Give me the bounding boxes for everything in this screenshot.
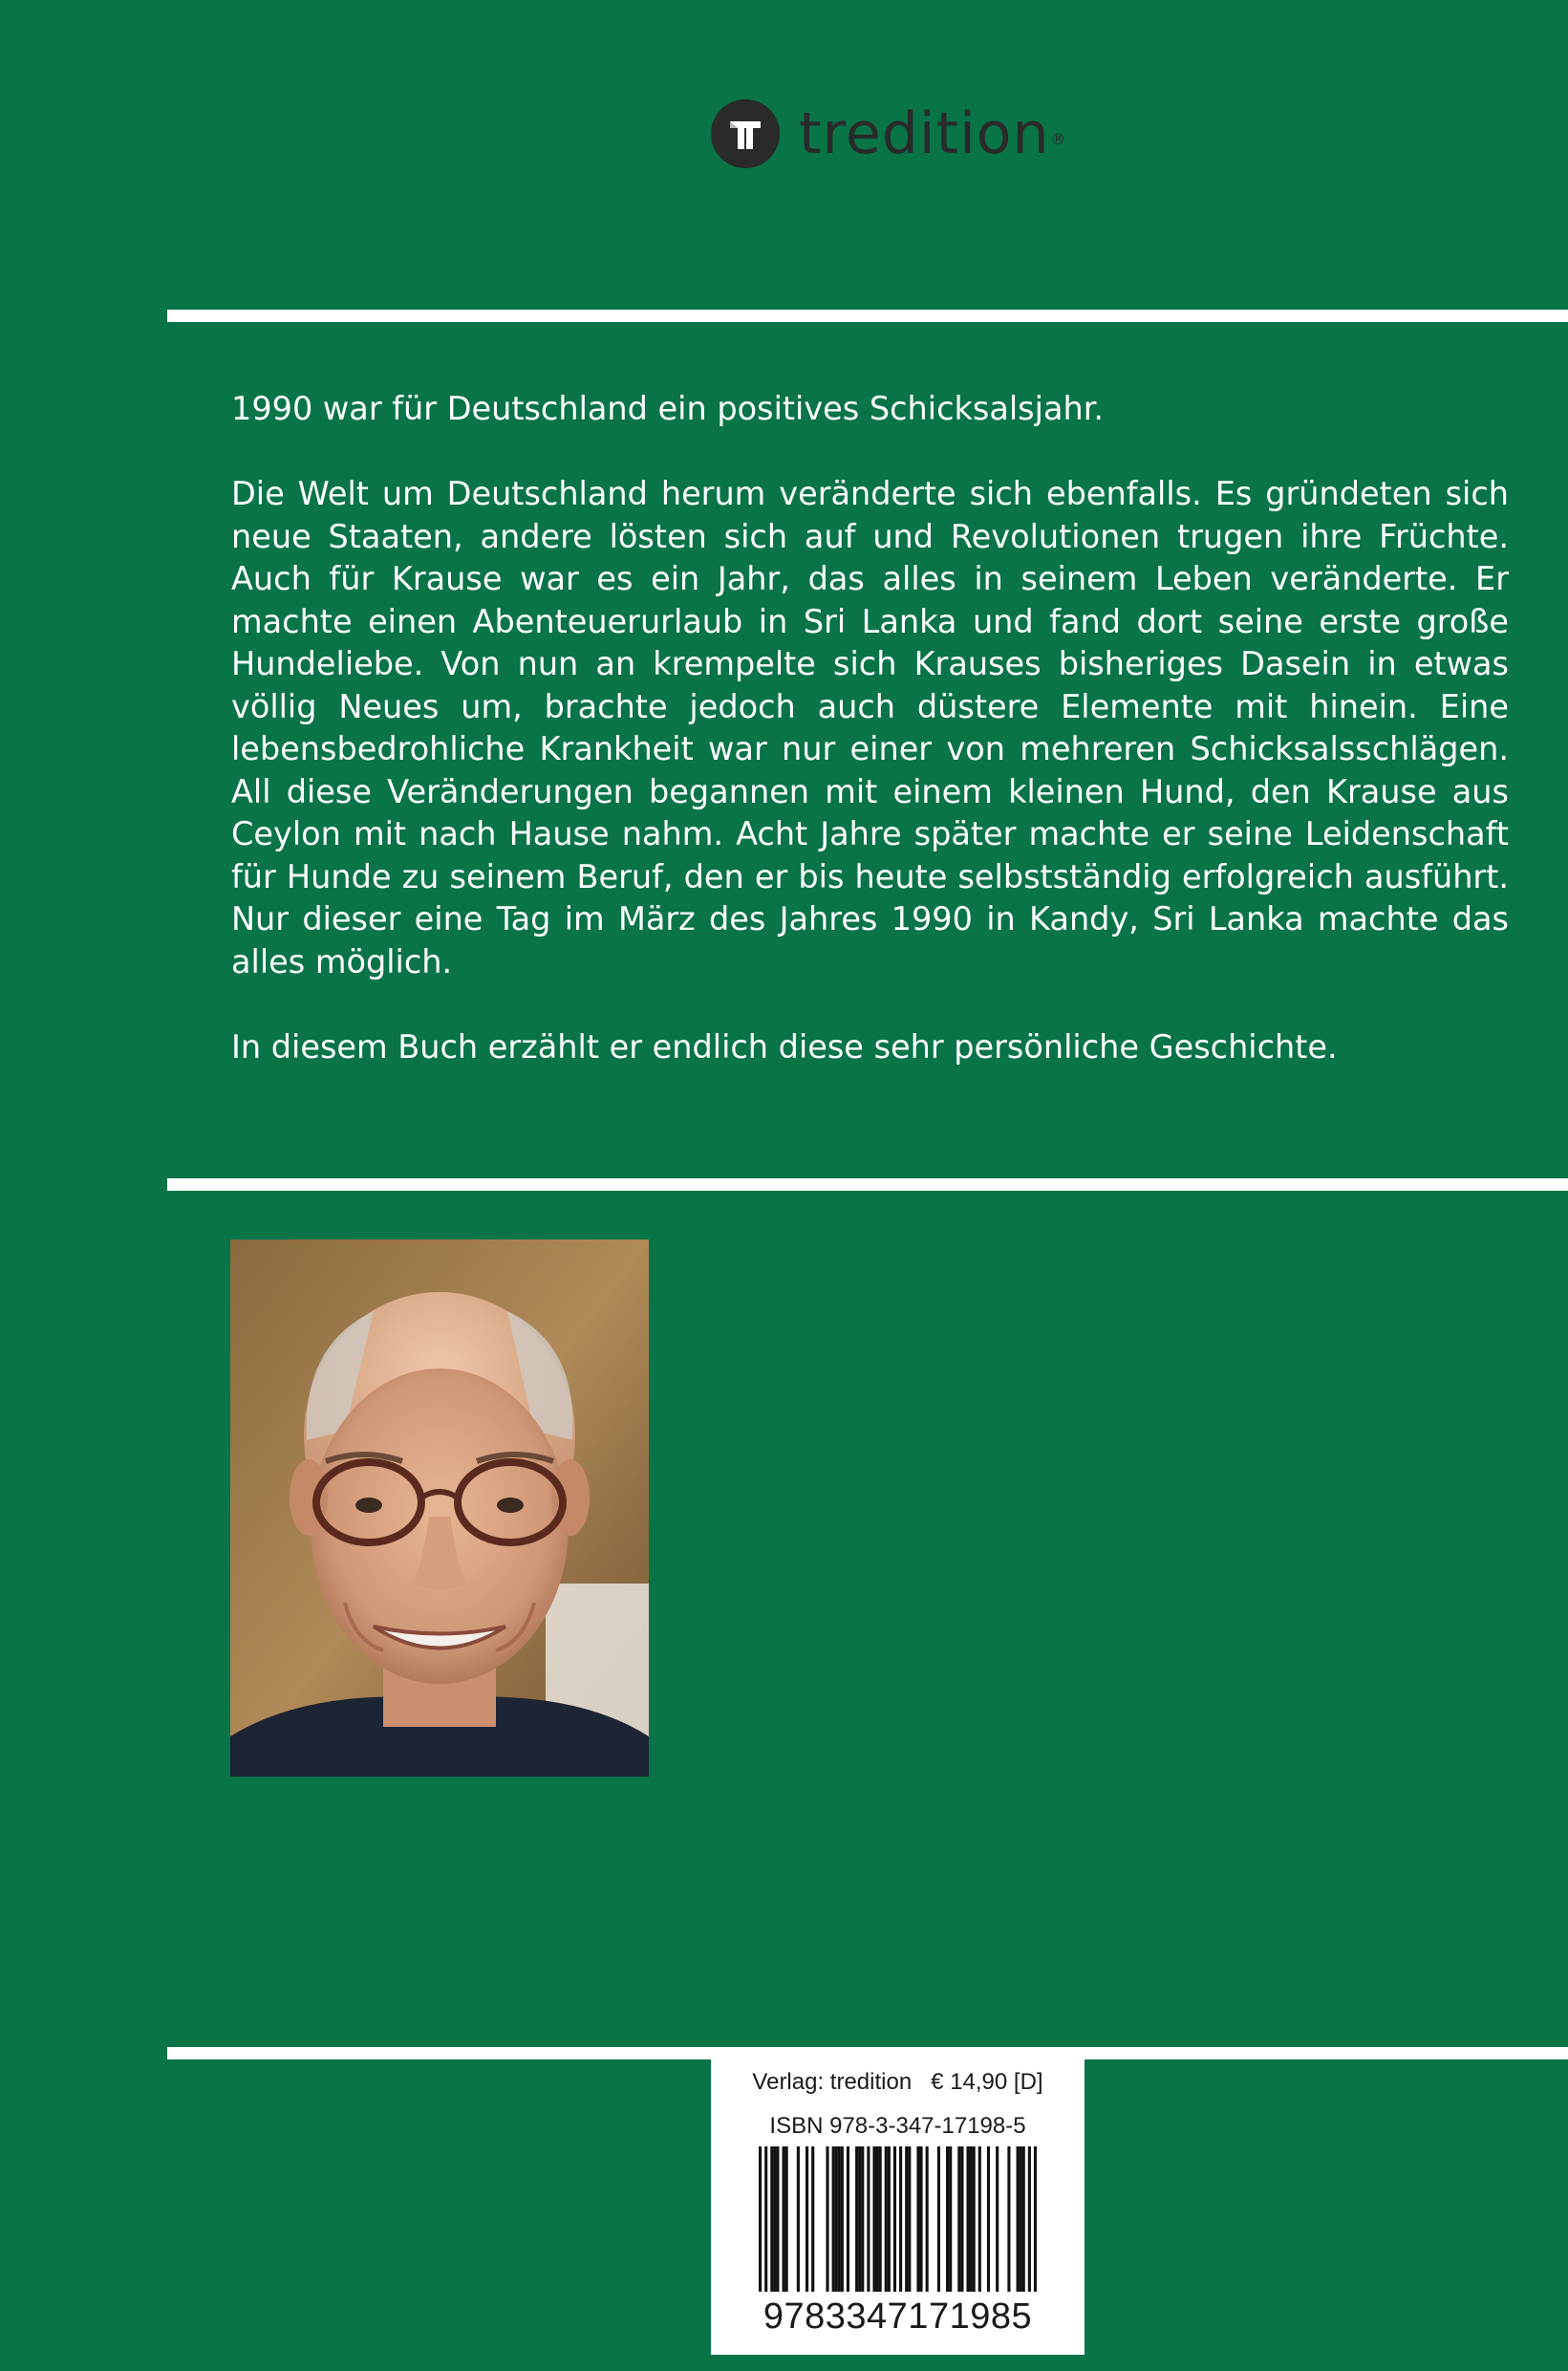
barcode-panel — [711, 2058, 1085, 2355]
barcode-bar — [996, 2146, 999, 2292]
barcode-bar — [879, 2146, 882, 2292]
barcode-bar — [811, 2146, 814, 2292]
barcode-bar — [876, 2146, 879, 2292]
barcode-bar — [926, 2146, 929, 2292]
barcode-bar — [905, 2146, 908, 2292]
divider-top — [167, 310, 1568, 322]
barcode-bar — [847, 2146, 849, 2292]
barcode-bar — [770, 2146, 773, 2292]
barcode-bar — [899, 2146, 902, 2292]
barcode-bar — [970, 2146, 973, 2292]
barcode-bar — [966, 2146, 969, 2292]
tredition-logo-icon — [711, 99, 780, 168]
barcode-bar — [1034, 2146, 1037, 2292]
barcode-bar — [1017, 2146, 1020, 2292]
barcode-bar — [987, 2146, 990, 2292]
barcode-bar — [835, 2146, 838, 2292]
barcode-bar — [946, 2146, 949, 2292]
isbn-label: ISBN 978-3-347-17198-5 — [769, 2113, 1026, 2139]
barcode-bar — [957, 2146, 960, 2292]
barcode-bar — [776, 2146, 779, 2292]
barcode-bar — [973, 2146, 976, 2292]
publisher-wordmark: tredition ® — [799, 100, 1067, 167]
barcode-bar — [937, 2146, 940, 2292]
barcode-bar — [908, 2146, 911, 2292]
barcode-bar — [919, 2146, 922, 2292]
divider-middle — [167, 1178, 1568, 1191]
blurb-paragraph: 1990 war für Deutschland ein positives Schicksalsjahr. — [231, 390, 1105, 427]
barcode-bar — [1022, 2146, 1025, 2292]
barcode-bar — [855, 2146, 858, 2292]
barcode-bar — [867, 2146, 870, 2292]
barcode-bar — [797, 2146, 800, 2292]
barcode-bar — [872, 2146, 875, 2292]
barcode-bar — [888, 2146, 891, 2292]
blurb-paragraph: In diesem Buch erzählt er endlich diese sehr persönliche Geschichte. — [231, 1027, 1338, 1066]
barcode-bar — [861, 2146, 864, 2292]
barcode-bar — [785, 2146, 788, 2292]
barcode-bar — [885, 2146, 888, 2292]
barcode-bar — [783, 2146, 785, 2292]
barcode-bar — [978, 2146, 981, 2292]
barcode-digits: 9783347171985 — [763, 2296, 1033, 2337]
barcode-bar — [805, 2146, 808, 2292]
back-cover-blurb — [231, 388, 1509, 1068]
barcode-bar — [764, 2146, 767, 2292]
barcode-bar — [773, 2146, 776, 2292]
publisher-price: Verlag: tredition € 14,90 [D] — [752, 2069, 1043, 2095]
barcode-bar — [893, 2146, 896, 2292]
blurb-paragraph: Die Welt um Deutschland herum veränderte sich ebenfalls. Es gründeten sich neue Staaten, andere lösten sich auf und Revolutionen trugen ihre Früchte. Auch für Krause war es ein Jahr, das alles in seinem Leben veränderte. Er machte einen Abenteuerurlaub in Sri Lanka und fand dort seine erste große Hundeliebe. Von nun an krempelte sich Krauses bisheriges Dasein in etwas völlig Neues um, brachte jedoch auch düstere Elemente mit hinein. Eine lebensbedrohliche Krankheit war nur einer von mehreren Schicksalsschlägen. All diese Veränderungen begannen mit einem kleinen Hund, den Krause aus Ceylon mit nach Hause nahm. Acht Jahre später machte er seine Leidenschaft für Hunde zu seinem Beruf, den er bis heute selbstständig erfolgreich ausführt. Nur dieser eine Tag im März des Jahres 1990 in Kandy, Sri Lanka machte das alles möglich. — [231, 475, 1509, 981]
barcode-bar — [858, 2146, 861, 2292]
barcode-bar — [759, 2146, 762, 2292]
barcode-bar — [826, 2146, 828, 2292]
barcode-bar — [960, 2146, 963, 2292]
barcode-bar — [841, 2146, 844, 2292]
barcode-bar — [949, 2146, 952, 2292]
publisher-logo — [711, 99, 1067, 168]
barcode-bar — [1020, 2146, 1022, 2292]
barcode-bar — [916, 2146, 919, 2292]
barcode-bar — [1007, 2146, 1010, 2292]
barcode-bars — [759, 2146, 1037, 2292]
barcode-bar — [1028, 2146, 1031, 2292]
barcode-bar — [832, 2146, 835, 2292]
barcode-bar — [838, 2146, 841, 2292]
author-photo — [230, 1239, 649, 1777]
